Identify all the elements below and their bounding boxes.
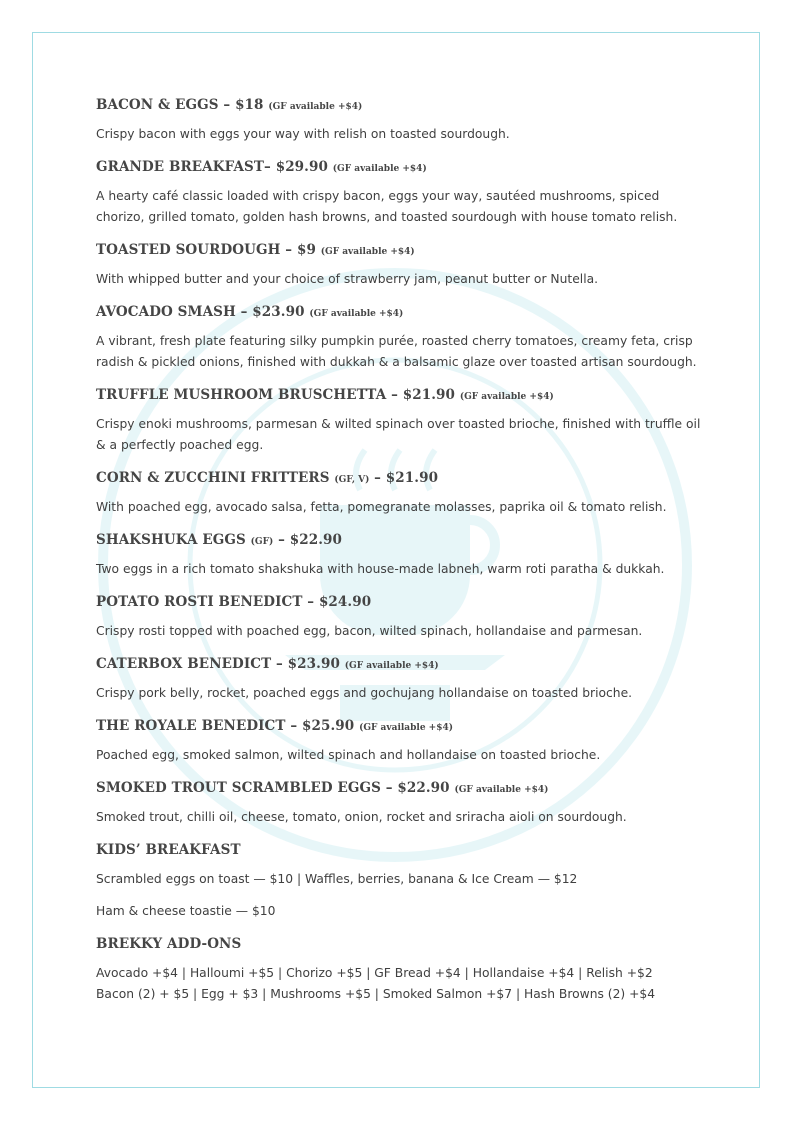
dish-title: BACON & EGGS – $18 (96, 97, 264, 113)
dish-description: Smoked trout, chilli oil, cheese, tomato, onion, rocket and sriracha aioli on sourdough. (96, 810, 627, 824)
dish-note: (GF available +$4) (359, 723, 454, 733)
dish-note: (GF) (250, 537, 274, 547)
dish-title: CATERBOX BENEDICT – $23.90 (96, 656, 340, 672)
dish-title: POTATO ROSTI BENEDICT – $24.90 (96, 594, 372, 610)
menu-item (96, 778, 706, 828)
dish-note: (GF available +$4) (344, 661, 439, 671)
dish-description: Poached egg, smoked salmon, wilted spinach and hollandaise on toasted brioche. (96, 748, 601, 762)
dish-note: (GF available +$4) (268, 102, 363, 112)
menu-item (96, 716, 706, 766)
menu-item (96, 654, 706, 704)
menu-item (96, 385, 706, 456)
dish-description: Two eggs in a rich tomato shakshuka with house-made labneh, warm roti paratha & dukkah. (96, 562, 665, 576)
menu-item (96, 468, 706, 518)
dish-note: (GF available +$4) (332, 164, 427, 174)
dish-note: (GF available +$4) (459, 392, 554, 402)
kids-line: Scrambled eggs on toast — $10 | Waffles, berries, banana & Ice Cream — $12 (96, 872, 578, 886)
dish-title: SMOKED TROUT SCRAMBLED EGGS – $22.90 (96, 780, 450, 796)
dish-title: TRUFFLE MUSHROOM BRUSCHETTA – $21.90 (96, 387, 455, 403)
dish-note: (GF available +$4) (320, 247, 415, 257)
dish-price: – $21.90 (374, 470, 439, 486)
menu-item (96, 240, 706, 290)
dish-title: SHAKSHUKA EGGS (96, 532, 246, 548)
menu-item (96, 157, 706, 228)
menu-content (96, 95, 706, 1017)
dish-title: GRANDE BREAKFAST– $29.90 (96, 159, 328, 175)
addons-section (96, 934, 706, 1005)
menu-item (96, 302, 706, 373)
menu-item (96, 592, 706, 642)
addons-title: BREKKY ADD-ONS (96, 936, 242, 952)
dish-description: A hearty café classic loaded with crispy bacon, eggs your way, sautéed mushrooms, spiced chorizo, grilled tomato, golden hash browns, and toasted sourdough with house tomato relish. (96, 189, 678, 224)
menu-item (96, 530, 706, 580)
dish-note: (GF available +$4) (309, 309, 404, 319)
dish-description: A vibrant, fresh plate featuring silky pumpkin purée, roasted cherry tomatoes, creamy feta, crisp radish & pickled onions, finished with dukkah & a balsamic glaze over toasted artisan sourdough. (96, 334, 697, 369)
dish-description: With whipped butter and your choice of strawberry jam, peanut butter or Nutella. (96, 272, 599, 286)
dish-description: Crispy rosti topped with poached egg, bacon, wilted spinach, hollandaise and parmesan. (96, 624, 643, 638)
dish-title: THE ROYALE BENEDICT – $25.90 (96, 718, 355, 734)
dish-note: (GF, V) (334, 475, 370, 485)
kids-title: KIDS’ BREAKFAST (96, 842, 241, 858)
dish-title: TOASTED SOURDOUGH – $9 (96, 242, 316, 258)
dish-note: (GF available +$4) (454, 785, 549, 795)
addons-line: Avocado +$4 | Halloumi +$5 | Chorizo +$5 | GF Bread +$4 | Hollandaise +$4 | Relish +$2 (96, 966, 653, 980)
dish-description: Crispy bacon with eggs your way with relish on toasted sourdough. (96, 127, 510, 141)
kids-line: Ham & cheese toastie — $10 (96, 904, 276, 918)
dish-title: CORN & ZUCCHINI FRITTERS (96, 470, 330, 486)
menu-item (96, 95, 706, 145)
dish-description: With poached egg, avocado salsa, fetta, pomegranate molasses, paprika oil & tomato relish. (96, 500, 667, 514)
dish-title: AVOCADO SMASH – $23.90 (96, 304, 305, 320)
dish-description: Crispy enoki mushrooms, parmesan & wilted spinach over toasted brioche, finished with truffle oil & a perfectly poached egg. (96, 417, 701, 452)
dish-price: – $22.90 (278, 532, 342, 548)
kids-section (96, 840, 706, 922)
dish-description: Crispy pork belly, rocket, poached eggs and gochujang hollandaise on toasted brioche. (96, 686, 633, 700)
addons-line: Bacon (2) + $5 | Egg + $3 | Mushrooms +$5 | Smoked Salmon +$7 | Hash Browns (2) +$4 (96, 987, 656, 1001)
